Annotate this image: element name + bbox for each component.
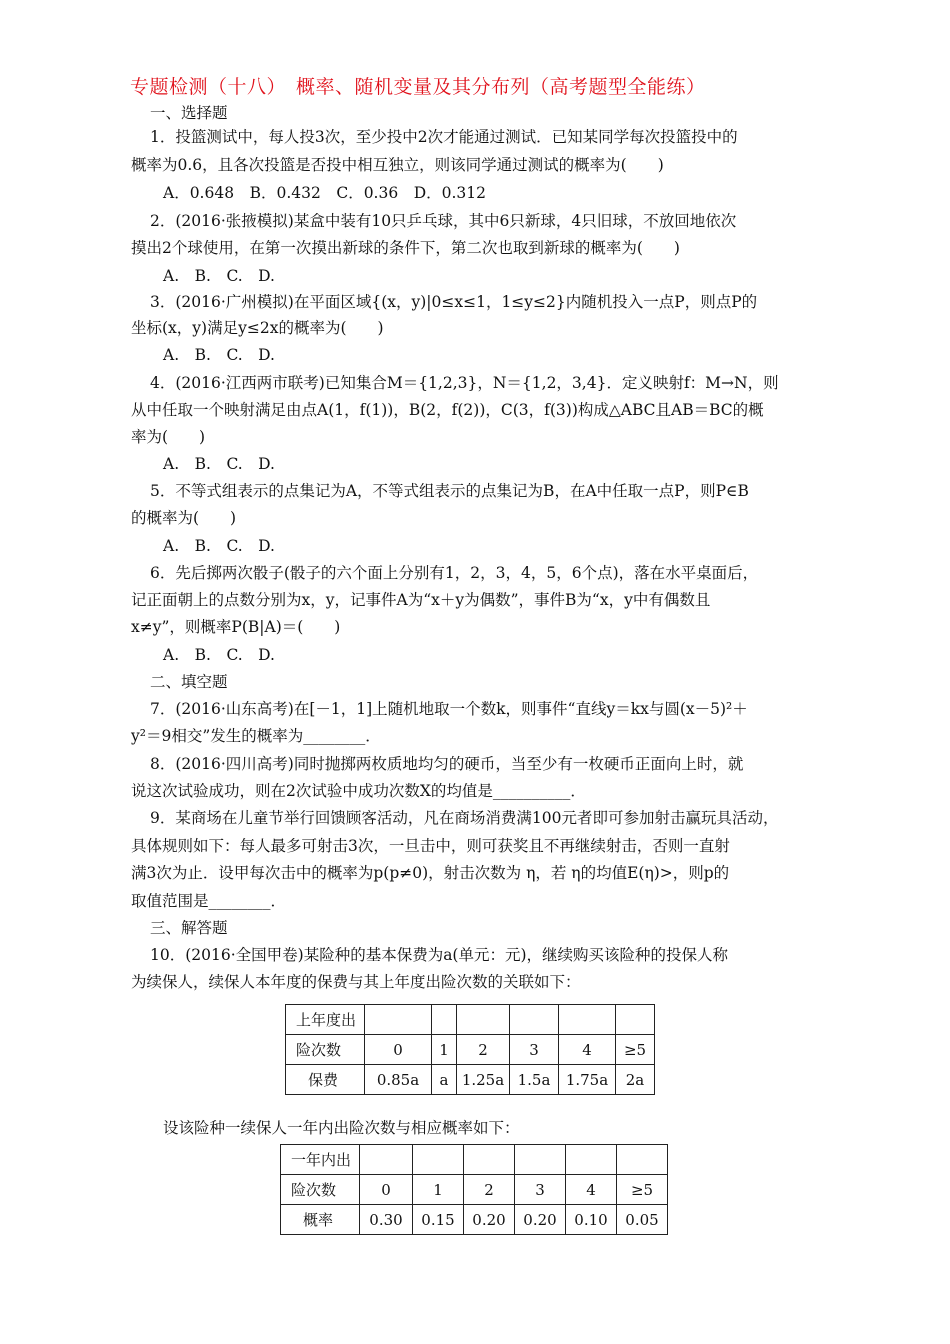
table1-head-line1: 上年度出 bbox=[286, 1005, 365, 1035]
table2-value-3: 0.20 bbox=[515, 1205, 566, 1235]
q4-options: A. B. C. D. bbox=[163, 455, 275, 473]
table1-value-2: 1.25a bbox=[457, 1065, 510, 1095]
q7-line1: 7．(2016·山东高考)在[－1，1]上随机地取一个数k，则事件“直线y＝kx与圆(x－5)²＋ bbox=[150, 700, 748, 718]
q9-line1: 9．某商场在儿童节举行回馈顾客活动，凡在商场消费满100元者即可参加射击赢玩具活动， bbox=[150, 809, 779, 827]
q1-options: A．0.648 B．0.432 C．0.36 D．0.312 bbox=[163, 184, 487, 202]
q2-options: A. B. C. D. bbox=[163, 267, 275, 285]
section-heading-fill: 二、填空题 bbox=[150, 673, 228, 691]
table2-col-0: 0 bbox=[360, 1175, 413, 1205]
q4-line1: 4．(2016·江西两市联考)已知集合M＝{1,2,3}，N＝{1,2，3,4}．定义映射f：M→N，则 bbox=[150, 374, 779, 392]
q7-line2: y²＝9相交”发生的概率为________． bbox=[131, 727, 381, 745]
table1-value-3: 1.5a bbox=[510, 1065, 559, 1095]
q3-line1: 3．(2016·广州模拟)在平面区域{(x，y)|0≤x≤1，1≤y≤2}内随机投入一点P，则点P的 bbox=[150, 293, 758, 311]
table2-row-label: 概率 bbox=[281, 1205, 360, 1235]
table1-row-label: 保费 bbox=[286, 1065, 365, 1095]
q6-line1: 6．先后掷两次骰子(骰子的六个面上分别有1，2，3，4，5，6个点)，落在水平桌面后， bbox=[150, 564, 759, 582]
premium-table bbox=[285, 1004, 655, 1095]
q5-line2: 的概率为( ) bbox=[131, 509, 237, 527]
q10-line3: 设该险种一续保人一年内出险次数与相应概率如下： bbox=[163, 1119, 520, 1137]
q6-options: A. B. C. D. bbox=[163, 646, 275, 664]
q1-line1: 1．投篮测试中，每人投3次，至少投中2次才能通过测试．已知某同学每次投篮投中的 bbox=[150, 128, 738, 146]
table1-value-5: 2a bbox=[616, 1065, 655, 1095]
q8-line1: 8．(2016·四川高考)同时抛掷两枚质地均匀的硬币，当至少有一枚硬币正面向上时，就 bbox=[150, 755, 744, 773]
q9-line4: 取值范围是________． bbox=[131, 892, 287, 910]
table2-value-4: 0.10 bbox=[566, 1205, 617, 1235]
q6-line3: x≠y”，则概率P(B|A)＝( ) bbox=[131, 618, 341, 636]
q2-line2: 摸出2个球使用，在第一次摸出新球的条件下，第二次也取到新球的概率为( ) bbox=[131, 239, 680, 257]
q9-line3: 满3次为止．设甲每次击中的概率为p(p≠0)，射击次数为 η，若 η的均值E(η)>，则p的 bbox=[131, 864, 730, 882]
q3-line2: 坐标(x，y)满足y≤2x的概率为( ) bbox=[131, 319, 384, 337]
table2-value-2: 0.20 bbox=[464, 1205, 515, 1235]
table1-value-0: 0.85a bbox=[365, 1065, 432, 1095]
q6-line2: 记正面朝上的点数分别为x，y，记事件A为“x＋y为偶数”，事件B为“x，y中有偶数且 bbox=[131, 591, 711, 609]
q1-line2: 概率为0.6，且各次投篮是否投中相互独立，则该同学通过测试的概率为( ) bbox=[131, 156, 664, 174]
table1-head-line2: 险次数 bbox=[286, 1035, 365, 1065]
q3-options: A. B. C. D. bbox=[163, 346, 275, 364]
table1-col-1: 1 bbox=[432, 1035, 457, 1065]
q9-line2: 具体规则如下：每人最多可射击3次，一旦击中，则可获奖且不再继续射击，否则一直射 bbox=[131, 837, 730, 855]
table2-head-line2: 险次数 bbox=[281, 1175, 360, 1205]
q8-line2: 说这次试验成功，则在2次试验中成功次数X的均值是__________． bbox=[131, 782, 586, 800]
probability-table bbox=[280, 1144, 668, 1235]
q4-line3: 率为( ) bbox=[131, 428, 206, 446]
table2-value-5: 0.05 bbox=[617, 1205, 668, 1235]
table2-head-line1: 一年内出 bbox=[281, 1145, 360, 1175]
table1-value-4: 1.75a bbox=[559, 1065, 616, 1095]
q2-line1: 2．(2016·张掖模拟)某盒中装有10只乒乓球，其中6只新球，4只旧球，不放回地依次 bbox=[150, 212, 737, 230]
table2-value-0: 0.30 bbox=[360, 1205, 413, 1235]
table2-col-3: 3 bbox=[515, 1175, 566, 1205]
table1-col-2: 2 bbox=[457, 1035, 510, 1065]
table2-value-1: 0.15 bbox=[413, 1205, 464, 1235]
table1-value-1: a bbox=[432, 1065, 457, 1095]
q5-line1: 5．不等式组表示的点集记为A，不等式组表示的点集记为B，在A中任取一点P，则P∈B bbox=[150, 482, 749, 500]
table1-col-3: 3 bbox=[510, 1035, 559, 1065]
q10-line1: 10．(2016·全国甲卷)某险种的基本保费为a(单元：元)，继续购买该险种的投保人称 bbox=[150, 946, 729, 964]
page-title: 专题检测（十八） 概率、随机变量及其分布列（高考题型全能练） bbox=[130, 76, 706, 98]
table1-col-4: 4 bbox=[559, 1035, 616, 1065]
section-heading-solve: 三、解答题 bbox=[150, 919, 228, 937]
section-heading-choice: 一、选择题 bbox=[150, 104, 228, 122]
table1-col-5: ≥5 bbox=[616, 1035, 655, 1065]
table2-col-1: 1 bbox=[413, 1175, 464, 1205]
q5-options: A. B. C. D. bbox=[163, 537, 275, 555]
table1-col-0: 0 bbox=[365, 1035, 432, 1065]
table2-col-2: 2 bbox=[464, 1175, 515, 1205]
table2-col-4: 4 bbox=[566, 1175, 617, 1205]
table2-col-5: ≥5 bbox=[617, 1175, 668, 1205]
q4-line2: 从中任取一个映射满足由点A(1，f(1))，B(2，f(2))，C(3，f(3))构成△ABC且AB＝BC的概 bbox=[131, 401, 764, 419]
q10-line2: 为续保人，续保人本年度的保费与其上年度出险次数的关联如下： bbox=[131, 973, 581, 991]
